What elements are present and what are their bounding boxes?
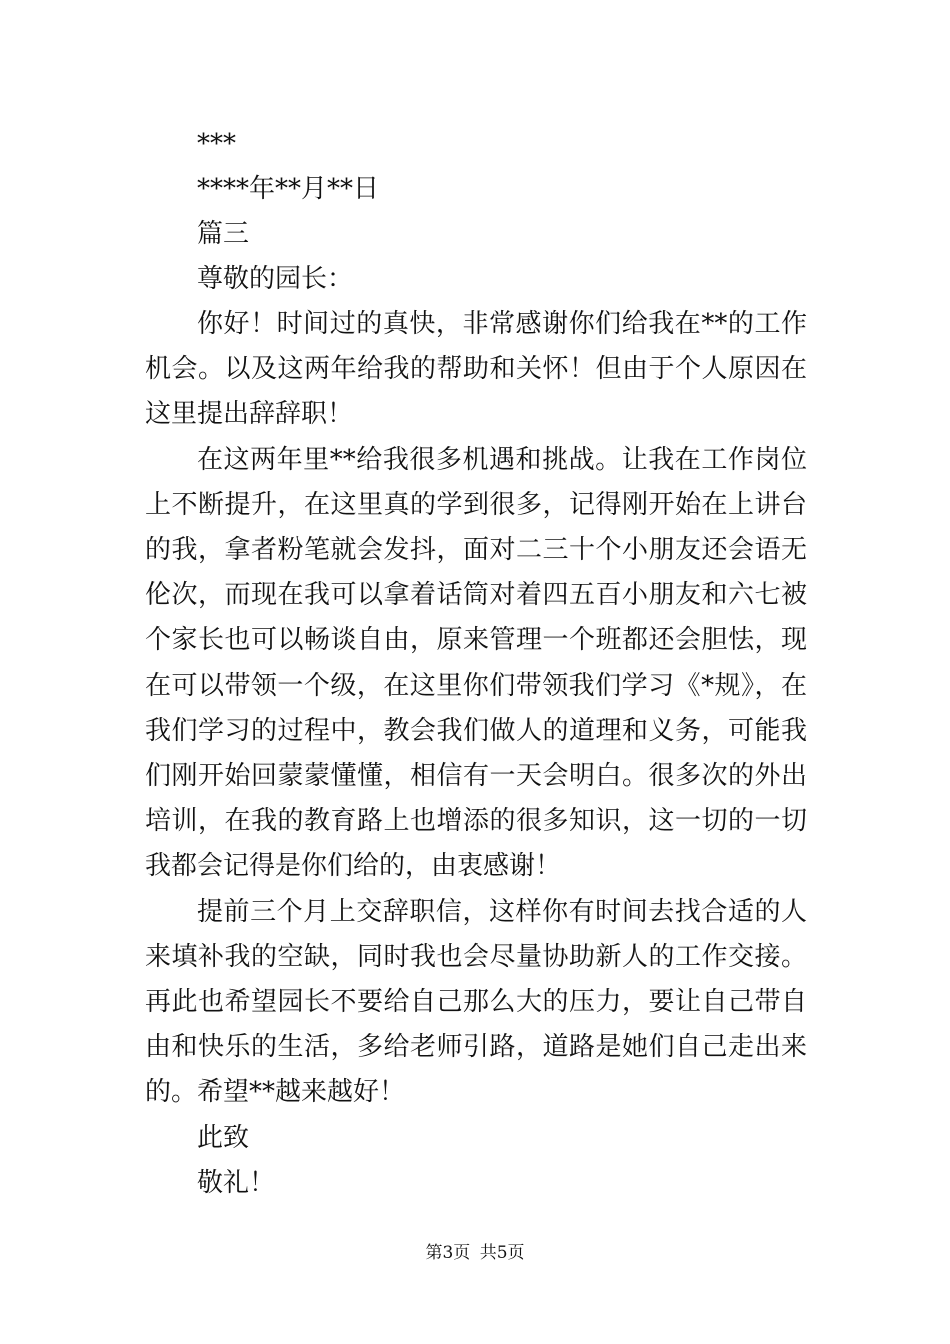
page-footer: 第3页 共5页 xyxy=(425,1243,525,1263)
closing-regards: 此致 xyxy=(197,1122,250,1153)
paragraph-1: 你好！时间过的真快，非常感谢你们给我在**的工作机会。以及这两年给我的帮助和关怀！但由于个人原因在这里提出辞辞职！ xyxy=(145,309,807,430)
letter-body xyxy=(145,122,807,1206)
signature: *** xyxy=(197,129,236,159)
closing-salute: 敬礼！ xyxy=(197,1167,276,1198)
salutation: 尊敬的园长： xyxy=(197,264,354,294)
paragraph-2: 在这两年里**给我很多机遇和挑战。让我在工作岗位上不断提升，在这里真的学到很多，记得刚开始在上讲台的我，拿者粉笔就会发抖，面对二三十个小朋友还会语无伦次，而现在我可以拿着话筒对着四五百小朋友和六七被个家长也可以畅谈自由，原来管理一个班都还会胆怯，现在可以带领一个级，在这里你们带领我们学习《*规》，在我们学习的过程中，教会我们做人的道理和义务，可能我们刚开始回蒙蒙懂懂，相信有一天会明白。很多次的外出培训，在我的教育路上也增添的很多知识，这一切的一切我都会记得是你们给的，由衷感谢！ xyxy=(145,444,807,882)
date: ****年**月**日 xyxy=(197,174,380,204)
paragraph-3: 提前三个月上交辞职信，这样你有时间去找合适的人来填补我的空缺，同时我也会尽量协助新人的工作交接。再此也希望园长不要给自己那么大的压力，要让自己带自由和快乐的生活，多给老师引路，道路是她们自己走出来的。希望**越来越好！ xyxy=(145,896,807,1108)
section-title: 篇三 xyxy=(197,219,250,249)
